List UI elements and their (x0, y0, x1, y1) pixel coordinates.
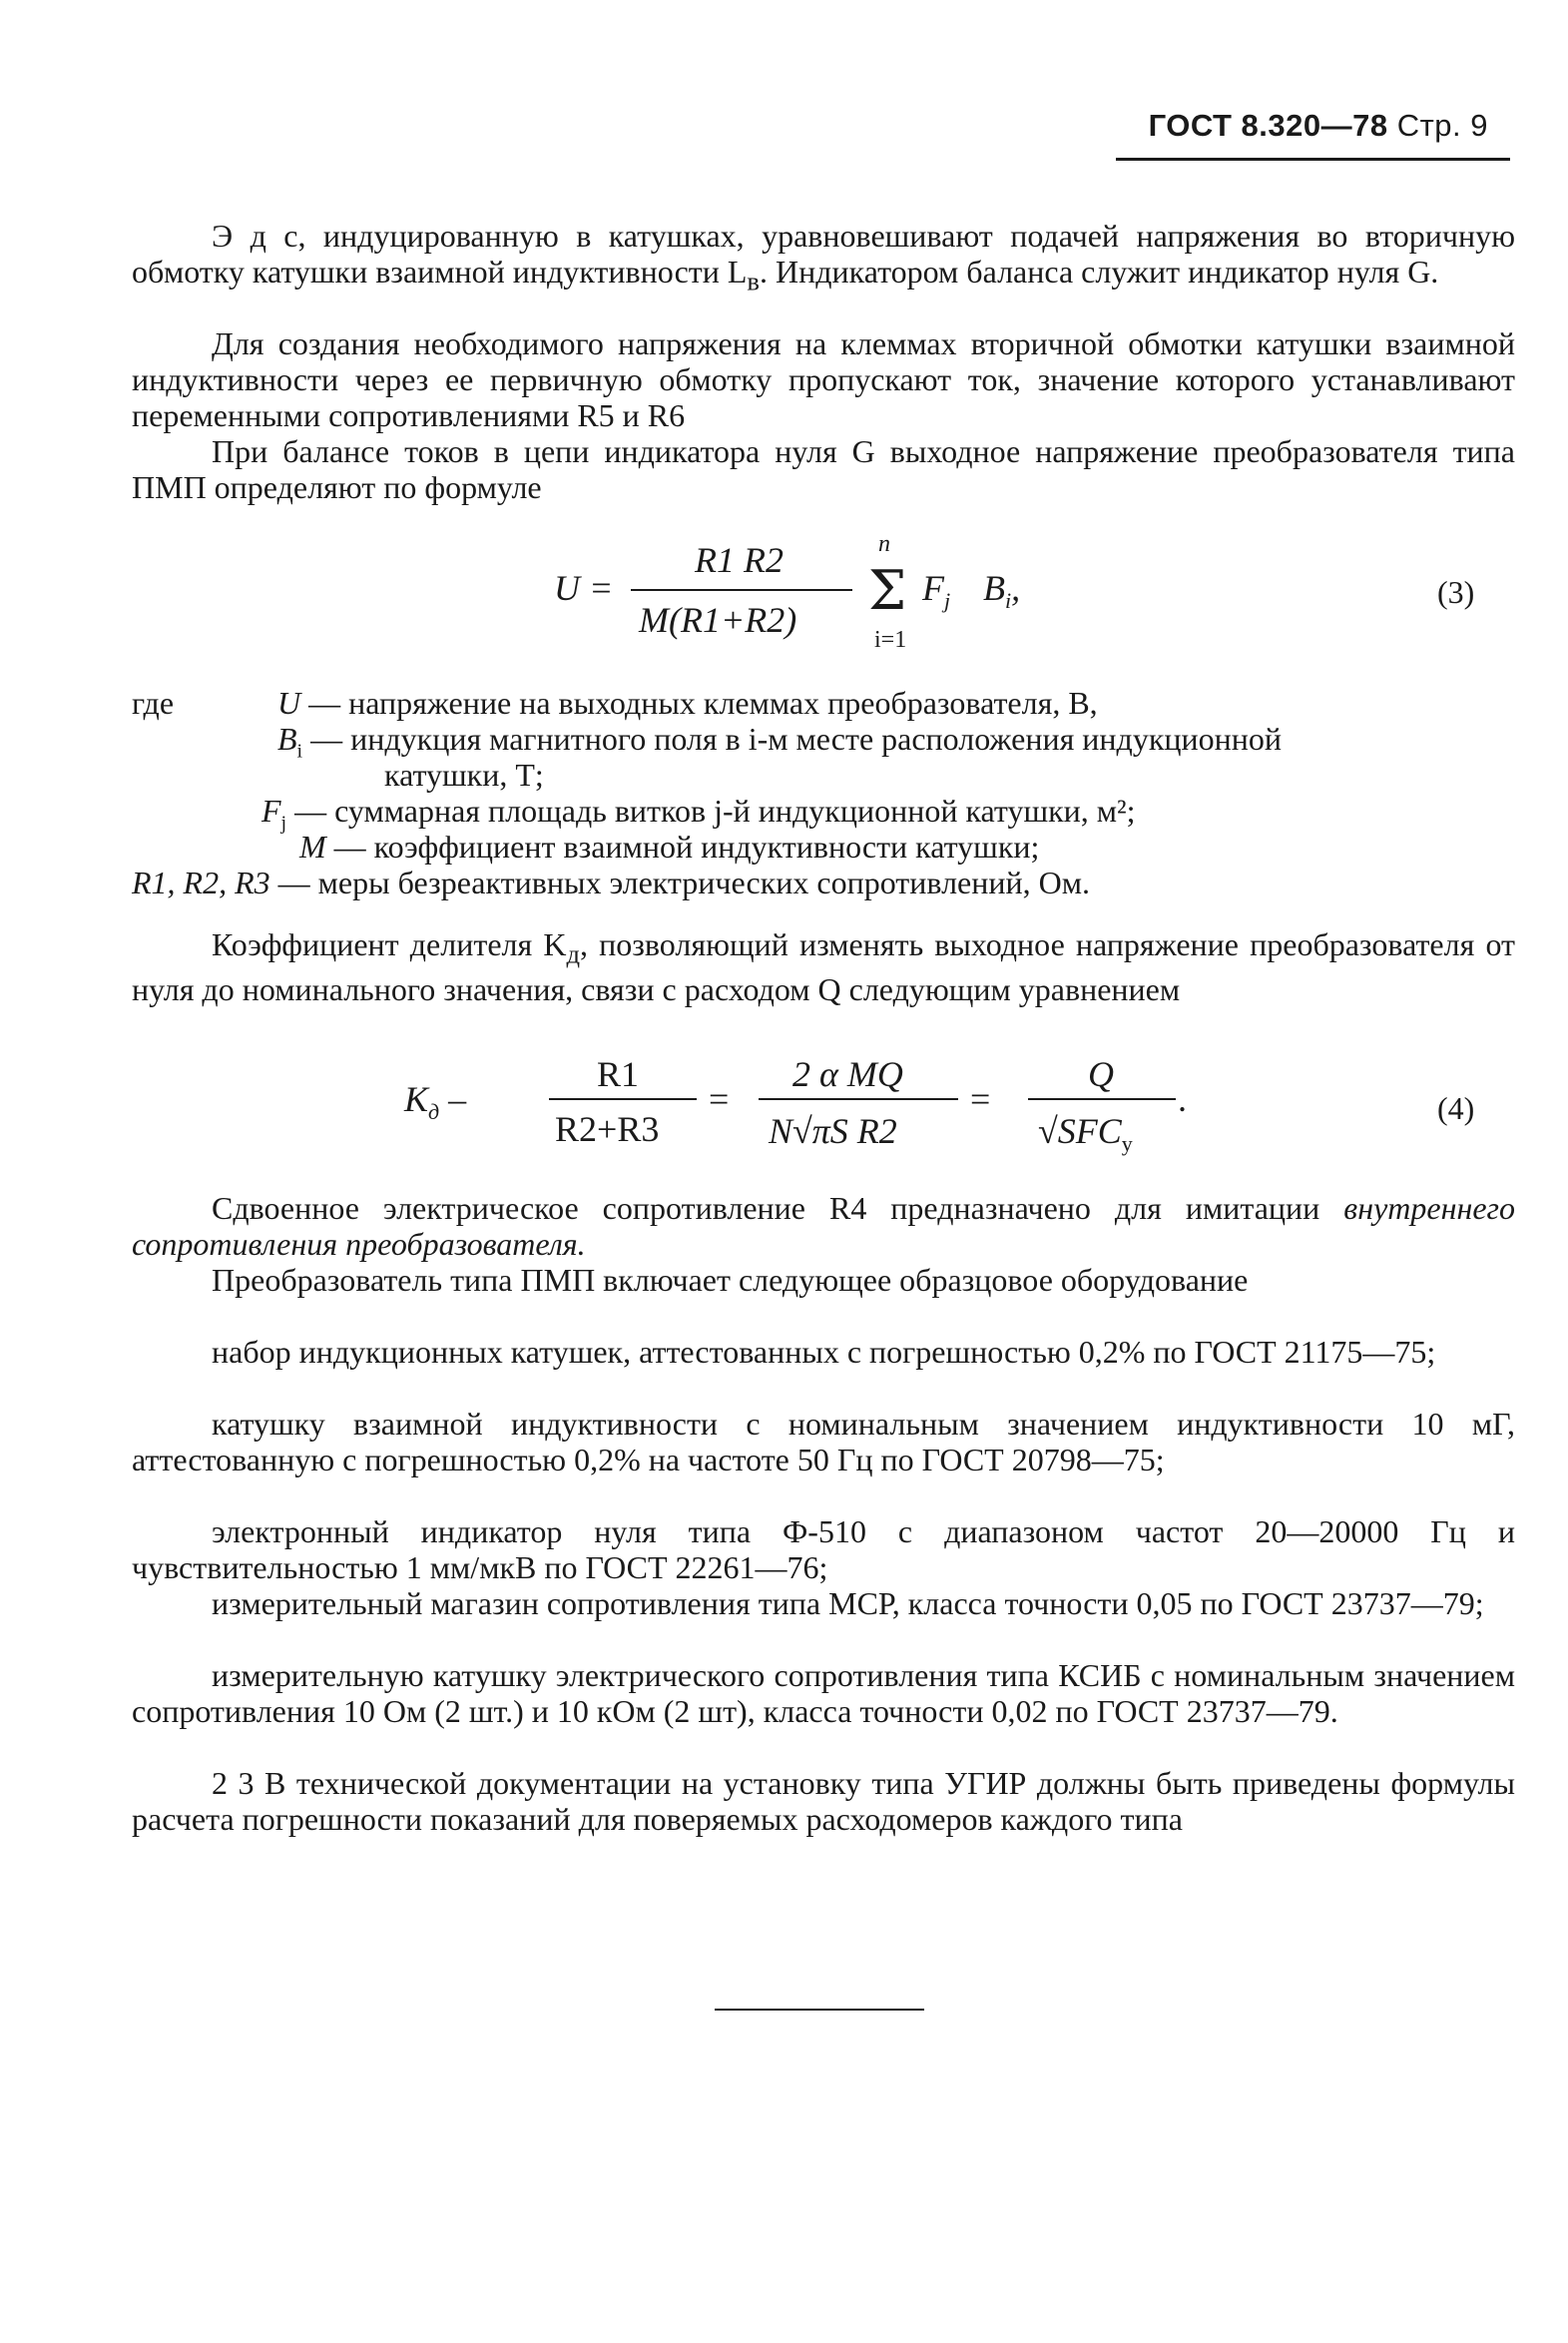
formula-3-denominator: M(R1+R2) (639, 600, 797, 640)
standard-number: ГОСТ 8.320—78 (1148, 108, 1388, 143)
formula-3-numerator: R1 R2 (695, 540, 784, 580)
formula-3-sum-bottom: i=1 (874, 627, 907, 653)
formula-3-term: $F_j$ (922, 568, 951, 614)
where-item-4: M — коэффициент взаимной индуктивности катушки; (299, 829, 1040, 865)
formula-3-lhs: U = (554, 568, 614, 608)
paragraph-1-tail: . Индикатором баланса служит индикатор нуля G. (760, 254, 1439, 290)
list-item: измерительную катушку электрического сопротивления типа КСИБ с номинальным значением сопротивления 10 Ом (2 шт.) и 10 кОм (2 шт), класса точности 0,02 по ГОСТ 23737—79. (132, 1657, 1515, 1729)
formula-4-f2-numerator: 2 α MQ (792, 1054, 903, 1094)
sigma-icon: Σ (868, 559, 907, 622)
formula-4-f3-numerator: Q (1088, 1054, 1114, 1094)
formula-4-number: (4) (1437, 1090, 1475, 1126)
paragraph-2: Для создания необходимого напряжения на клеммах вторичной обмотки катушки взаимной индуктивности через ее первичную обмотку пропускают ток, значение которого устанавливают переменными сопротивлениями R5 и R6 (132, 325, 1515, 433)
formula-4-tail: . (1178, 1079, 1187, 1119)
formula-4-f1-numerator: R1 (597, 1054, 640, 1094)
where-label: где (132, 685, 175, 721)
formula-4-lhs: $K_д$ – (404, 1079, 467, 1125)
paragraph-1-sub: в (747, 266, 761, 296)
formula-4-f2-bar (759, 1098, 958, 1100)
paragraph-1-text: Э д с, индуцированную в катушках, уравновешивают подачей напряжения во вторичную обмотку катушки взаимной индуктивности L (132, 218, 1515, 290)
formula-4-eq2: = (709, 1079, 730, 1119)
paragraph-4: Коэффициент делителя $K_д$, позволяющий изменять выходное напряжение преобразователя от нуля до номинального значения, связи с расходом Q следующим уравнением (132, 926, 1516, 1008)
paragraph-7: 2 3 В технической документации на установку типа УГИР должны быть приведены формулы расчета погрешности показаний для поверяемых расходомеров каждого типа (132, 1765, 1515, 1837)
formula-3-term2: $B_i$, (983, 568, 1021, 614)
list-item: измерительный магазин сопротивления типа МСР, класса точности 0,05 по ГОСТ 23737—79; (212, 1585, 1484, 1621)
page-header (1149, 108, 1488, 144)
where-item-2-cont: катушки, Т; (384, 757, 544, 793)
formula-4-f3-denominator: $√SFC_у$ (1038, 1111, 1133, 1157)
header-rule (1116, 158, 1510, 161)
where-item-2: $B_i$ — индукция магнитного поля в i-м месте расположения индукционной (277, 721, 1282, 763)
formula-4-f3-bar (1028, 1098, 1176, 1100)
bottom-rule (715, 2009, 924, 2011)
formula-3-number: (3) (1437, 574, 1475, 610)
paragraph-5: Сдвоенное электрическое сопротивление R4 предназначено для имитации внутреннего сопротивления преобразователя. (132, 1190, 1516, 1262)
where-item-1: U — напряжение на выходных клеммах преобразователя, В, (277, 685, 1098, 721)
page-number: Стр. 9 (1396, 108, 1488, 143)
list-item: электронный индикатор нуля типа Ф-510 с диапазоном частот 20—20000 Гц и чувствительностью 1 мм/мкВ по ГОСТ 22261—76; (132, 1513, 1515, 1585)
formula-4-f2-denominator: N√πS R2 (769, 1111, 897, 1151)
formula-3-fraction-bar (631, 589, 852, 591)
formula-4-f1-denominator: R2+R3 (555, 1109, 660, 1149)
list-item: набор индукционных катушек, аттестованных с погрешностью 0,2% по ГОСТ 21175—75; (212, 1334, 1436, 1370)
list-item: катушку взаимной индуктивности с номинальным значением индуктивности 10 мГ, аттестованную с погрешностью 0,2% на частоте 50 Гц по ГОСТ 20798—75; (132, 1406, 1515, 1477)
where-item-3: $F_j$ — суммарная площадь витков j-й индукционной катушки, м²; (261, 793, 1136, 835)
formula-3-sum-top: n (878, 531, 890, 557)
paragraph-1 (132, 218, 1515, 298)
paragraph-3: При балансе токов в цепи индикатора нуля G выходное напряжение преобразователя типа ПМП определяют по формуле (132, 433, 1515, 505)
formula-4-eq3: = (970, 1079, 991, 1119)
formula-4-f1-bar (549, 1098, 697, 1100)
paragraph-6: Преобразователь типа ПМП включает следующее образцовое оборудование (212, 1262, 1249, 1298)
where-item-5: R1, R2, R3 — меры безреактивных электрических сопротивлений, Ом. (132, 865, 1090, 900)
